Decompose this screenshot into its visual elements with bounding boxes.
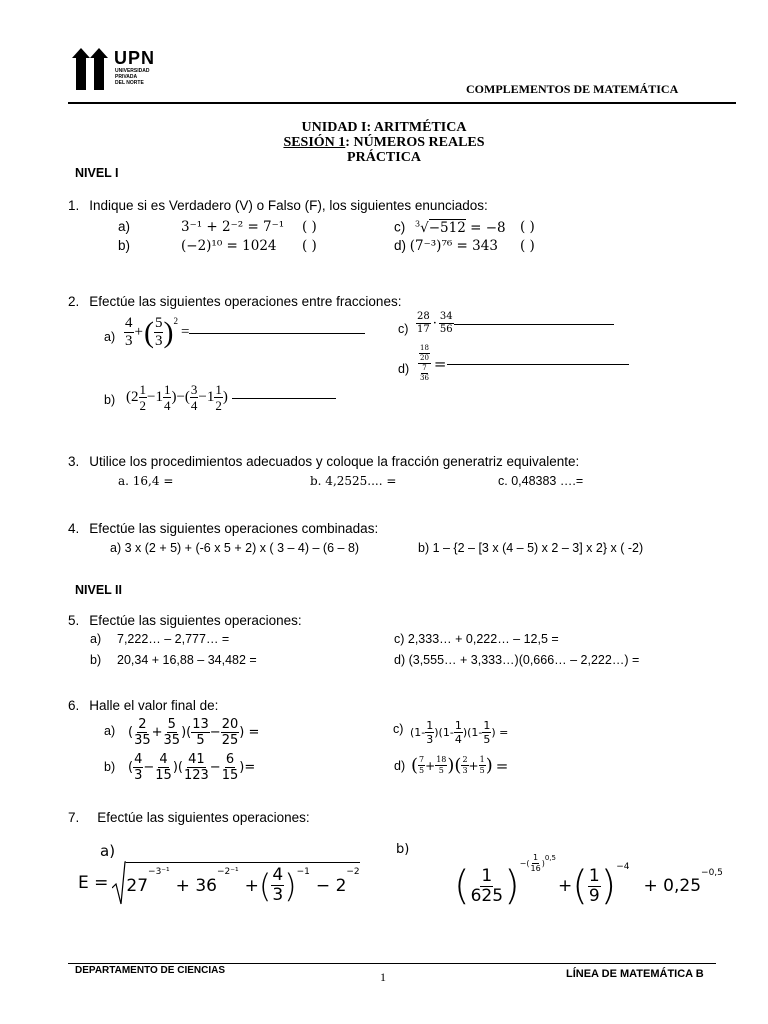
q2-d-answer-line[interactable] <box>447 363 629 365</box>
q1-b-answer-box[interactable]: ( ) <box>302 238 317 254</box>
q3-a: a. 16,4 = <box>118 474 174 488</box>
q6-d-label: d) <box>394 759 406 773</box>
q2-c-answer-line[interactable] <box>454 323 614 325</box>
logo-subtext: UNIVERSIDAD PRIVADA DEL NORTE <box>115 68 150 86</box>
course-title: COMPLEMENTOS DE MATEMÁTICA <box>466 82 679 96</box>
q5-b-label: b) <box>90 653 102 667</box>
question-2: 2. Efectúe las siguientes operaciones entre fracciones: <box>68 294 402 309</box>
q1-d: d) (7⁻³)⁷⁶ = 343 <box>394 238 498 254</box>
q6-d-expr: ( $\frac{7}{5}$ + $\frac{18}{5}$ ) ( $\frac{2}{3}$ + $\frac{1}{5}$ ) = <box>411 755 509 776</box>
unit-line: UNIDAD I: ARITMÉTICA <box>301 120 467 135</box>
nivel-1-heading: NIVEL I <box>75 166 119 180</box>
q1-d-answer-box[interactable]: ( ) <box>520 238 535 254</box>
footer-line: LÍNEA DE MATEMÁTICA B <box>566 968 704 980</box>
page-number: 1 <box>380 970 386 984</box>
unit-title <box>0 120 768 165</box>
q1-a-label: a) <box>118 219 131 234</box>
session-label: SESIÓN 1 <box>283 135 346 150</box>
q7-b-expr: ( $\frac{1}{625}$ ) −( $\frac{1}{16}$ ) 0,5 + ( $\frac{1}{9}$ ) $^{-4}$ + 0,25 $^{-0,5}$ <box>454 853 723 909</box>
q2-c-label: c) <box>398 322 409 336</box>
question-4: 4. Efectúe las siguientes operaciones combinadas: <box>68 521 379 536</box>
q2-b-answer-line[interactable] <box>232 397 336 399</box>
session-line: SESIÓN 1: NÚMEROS REALES <box>283 135 485 150</box>
q5-a-label: a) <box>90 632 102 646</box>
q1-b-expr: (−2)¹⁰ = 1024 <box>181 238 277 254</box>
q2-b-label: b) <box>104 393 116 407</box>
q1-text: Indique si es Verdadero (V) o Falso (F), los siguientes enunciados: <box>89 198 488 213</box>
q6-a-label: a) <box>104 724 116 738</box>
q4-a: a) 3 x (2 + 5) + (-6 x 5 + 2) x ( 3 – 4) – (6 – 8) <box>110 541 360 555</box>
question-5: 5. Efectúe las siguientes operaciones: <box>68 613 302 628</box>
q2-c-expr: $\frac{28}{17}$ · $\frac{34}{56}$ <box>416 312 614 335</box>
practice-line: PRÁCTICA <box>347 150 421 165</box>
header-rule <box>68 102 736 104</box>
q2-d-label: d) <box>398 362 410 376</box>
q2-d-expr: $\frac{\frac{18}{20}}{\frac{7}{36}}$ = <box>418 345 629 382</box>
q6-c-expr: (1- $\frac{1}{3}$ )(1- $\frac{1}{4}$ )(1- $\frac{1}{5}$ ) = <box>410 719 509 746</box>
q1-a-answer-box[interactable]: ( ) <box>302 219 317 235</box>
q5-d: d) (3,555… + 3,333…)(0,666… – 2,222…) = <box>394 653 640 667</box>
upn-logo-mark <box>72 46 116 90</box>
footer-department: DEPARTAMENTO DE CIENCIAS <box>75 965 226 976</box>
q3-b: b. 4,2525.... = <box>310 474 397 488</box>
q7-a-expr: E = 27 $^{-3^{-1}}$ + 36 $^{-2^{-1}}$ + ( $\frac{4}{3}$ ) $^{-1}$ − 2 $^{-2}$ <box>78 860 360 906</box>
q1-c-answer-box[interactable]: ( ) <box>520 219 535 235</box>
q6-b-expr: ( $\frac{4}{3}$ − $\frac{4}{15}$ )( $\frac{41}{123}$ − $\frac{6}{15}$ )= <box>128 752 256 783</box>
question-3: 3. Utilice los procedimientos adecuados y coloque la fracción generatriz equivalente: <box>68 454 580 469</box>
q5-c: c) 2,333… + 0,222… – 12,5 = <box>394 632 559 646</box>
q2-a-answer-line[interactable] <box>189 332 365 334</box>
q7-a-label: a) <box>100 842 116 860</box>
question-1: 1. Indique si es Verdadero (V) o Falso (F), los siguientes enunciados: <box>68 198 488 213</box>
q1-b-label: b) <box>118 238 131 253</box>
q2-a-expr: $\frac{4}{3}$ + ( $\frac{5}{3}$ ) $^2$ = <box>124 316 365 349</box>
q5-b: 20,34 + 16,88 – 34,482 = <box>117 653 257 667</box>
nivel-2-heading: NIVEL II <box>75 583 123 597</box>
q3-c: c. 0,48383 ….= <box>498 474 584 488</box>
question-7: 7. Efectúe las siguientes operaciones: <box>68 810 310 825</box>
q7-b-label: b) <box>396 842 410 857</box>
footer-rule <box>68 963 716 964</box>
sqrt-sign-icon <box>112 860 126 906</box>
q4-b: b) 1 – {2 – [3 x (4 – 5) x 2 – 3] x 2} x ( -2) <box>418 541 644 555</box>
q1-c: c) $^3$√−512 = −8 <box>394 219 506 236</box>
q1-a-expr: 3⁻¹ + 2⁻² = 7⁻¹ <box>181 219 285 235</box>
q6-b-label: b) <box>104 760 116 774</box>
question-6: 6. Halle el valor final de: <box>68 698 219 713</box>
q5-a: 7,222… – 2,777… = <box>117 632 230 646</box>
logo-text: UPN <box>114 48 156 68</box>
q6-c-label: c) <box>393 722 404 736</box>
upn-logo <box>72 46 182 90</box>
q6-a-expr: ( $\frac{2}{35}$ + $\frac{5}{35}$ )( $\frac{13}{5}$ − $\frac{20}{25}$ ) = <box>128 717 260 748</box>
q2-b-expr: (2 $\frac{1}{2}$ −1 $\frac{1}{4}$ )−( $\frac{3}{4}$ −1 $\frac{1}{2}$ ) <box>126 383 336 412</box>
q2-a-label: a) <box>104 330 116 344</box>
